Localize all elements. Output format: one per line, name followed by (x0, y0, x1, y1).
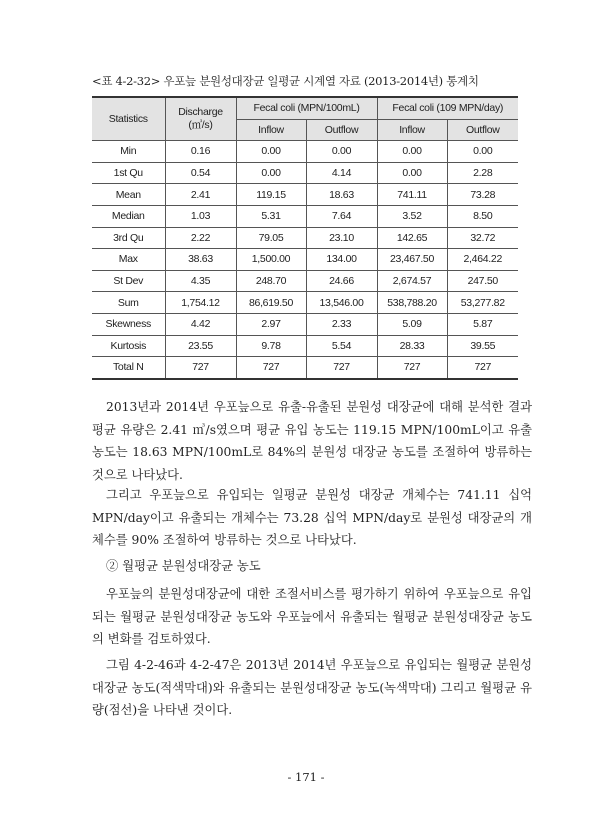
paragraph-4-text: 그림 4-2-46과 4-2-47은 2013년 2014년 우포늪으로 유입되는 월평균 분원성대장균 농도(적색막대)와 유출되는 분원성대장균 농도(녹색막대) 그리고 월평균 유량(점선)을 나타낸 것이다. (92, 658, 532, 717)
cell-outflow-concentration: 13,546.00 (306, 292, 377, 314)
cell-inflow-load: 23,467.50 (377, 249, 447, 271)
cell-outflow-concentration: 18.63 (306, 184, 377, 206)
cell-inflow-load: 142.65 (377, 227, 447, 249)
table-row (92, 227, 518, 249)
cell-inflow-load: 0.00 (377, 141, 447, 163)
header-discharge (165, 97, 236, 141)
cell-inflow-concentration: 9.78 (236, 335, 306, 357)
header-fecal-concentration: Fecal coli (MPN/100mL) (236, 97, 377, 119)
cell-discharge: 23.55 (165, 335, 236, 357)
cell-outflow-concentration: 24.66 (306, 270, 377, 292)
cell-outflow-concentration: 2.33 (306, 313, 377, 335)
cell-outflow-load: 0.00 (447, 141, 518, 163)
header-outflow-load: Outflow (447, 119, 518, 141)
cell-discharge: 1,754.12 (165, 292, 236, 314)
cell-inflow-concentration: 86,619.50 (236, 292, 306, 314)
paragraph-3 (92, 583, 532, 651)
paragraph-2-text: 그리고 우포늪으로 유입되는 일평균 분원성 대장균 개체수는 741.11 십억 MPN/day이고 유출되는 개체수는 73.28 십억 MPN/day로 분원성 대장균의 개체수를 90% 조절하여 방류하는 것으로 나타났다. (92, 488, 532, 547)
table-row (92, 205, 518, 227)
table-caption: <표 4-2-32> 우포늪 분원성대장균 일평균 시계열 자료 (2013-2014년) 통계치 (92, 74, 479, 88)
paragraph-1 (92, 396, 532, 486)
cell-discharge: 2.41 (165, 184, 236, 206)
table-row (92, 357, 518, 379)
cell-outflow-load: 8.50 (447, 205, 518, 227)
cell-outflow-concentration: 4.14 (306, 162, 377, 184)
header-inflow-concentration: Inflow (236, 119, 306, 141)
paragraph-4 (92, 654, 532, 722)
table-row (92, 335, 518, 357)
cell-inflow-load: 28.33 (377, 335, 447, 357)
row-label: 1st Qu (92, 162, 165, 184)
cell-inflow-load: 2,674.57 (377, 270, 447, 292)
cell-inflow-concentration: 79.05 (236, 227, 306, 249)
cell-outflow-load: 5.87 (447, 313, 518, 335)
cell-discharge: 0.54 (165, 162, 236, 184)
section-subheading: ② 월평균 분원성대장균 농도 (106, 559, 261, 573)
table-row (92, 141, 518, 163)
row-label: Skewness (92, 313, 165, 335)
cell-outflow-concentration: 5.54 (306, 335, 377, 357)
cell-outflow-load: 2.28 (447, 162, 518, 184)
row-label: Median (92, 205, 165, 227)
page-number: - 171 - (287, 770, 325, 784)
cell-inflow-load: 3.52 (377, 205, 447, 227)
cell-discharge: 38.63 (165, 249, 236, 271)
cell-outflow-load: 39.55 (447, 335, 518, 357)
header-inflow-load: Inflow (377, 119, 447, 141)
header-outflow-concentration: Outflow (306, 119, 377, 141)
cell-inflow-load: 727 (377, 357, 447, 379)
header-fecal-load: Fecal coli (109 MPN/day) (377, 97, 518, 119)
cell-discharge: 0.16 (165, 141, 236, 163)
row-label: St Dev (92, 270, 165, 292)
row-label: 3rd Qu (92, 227, 165, 249)
cell-inflow-concentration: 0.00 (236, 162, 306, 184)
cell-inflow-load: 5.09 (377, 313, 447, 335)
paragraph-1-text: 2013년과 2014년 우포늪으로 유출-유출된 분원성 대장균에 대해 분석한 결과 평균 유량은 2.41 ㎥/s였으며 평균 유입 농도는 119.15 MPN/100mL이고 유출 농도는 18.63 MPN/100mL로 84%의 분원성 대장균 농도를 조절하여 방류하는 것으로 나타났다. (92, 400, 532, 482)
cell-inflow-concentration: 1,500.00 (236, 249, 306, 271)
paragraph-3-text: 우포늪의 분원성대장균에 대한 조절서비스를 평가하기 위하여 우포늪으로 유입되는 월평균 분원성대장균 농도와 우포늪에서 유출되는 월평균 분원성대장균 농도의 변화를 검토하였다. (92, 587, 532, 646)
row-label: Min (92, 141, 165, 163)
cell-outflow-load: 2,464.22 (447, 249, 518, 271)
cell-discharge: 727 (165, 357, 236, 379)
cell-outflow-concentration: 0.00 (306, 141, 377, 163)
cell-inflow-load: 0.00 (377, 162, 447, 184)
cell-inflow-concentration: 0.00 (236, 141, 306, 163)
cell-inflow-concentration: 2.97 (236, 313, 306, 335)
cell-outflow-load: 53,277.82 (447, 292, 518, 314)
statistics-table (92, 96, 518, 380)
paragraph-2 (92, 484, 532, 552)
cell-outflow-load: 247.50 (447, 270, 518, 292)
cell-discharge: 4.42 (165, 313, 236, 335)
cell-inflow-concentration: 248.70 (236, 270, 306, 292)
cell-outflow-load: 73.28 (447, 184, 518, 206)
cell-inflow-concentration: 5.31 (236, 205, 306, 227)
cell-outflow-load: 32.72 (447, 227, 518, 249)
table-row (92, 249, 518, 271)
cell-discharge: 4.35 (165, 270, 236, 292)
header-statistics: Statistics (92, 97, 165, 141)
cell-outflow-concentration: 134.00 (306, 249, 377, 271)
table-row (92, 313, 518, 335)
cell-outflow-concentration: 7.64 (306, 205, 377, 227)
cell-inflow-concentration: 727 (236, 357, 306, 379)
cell-inflow-load: 741.11 (377, 184, 447, 206)
row-label: Sum (92, 292, 165, 314)
row-label: Total N (92, 357, 165, 379)
row-label: Max (92, 249, 165, 271)
header-discharge-label: Discharge (178, 106, 223, 119)
row-label: Mean (92, 184, 165, 206)
row-label: Kurtosis (92, 335, 165, 357)
table-row (92, 292, 518, 314)
cell-outflow-concentration: 23.10 (306, 227, 377, 249)
cell-discharge: 2.22 (165, 227, 236, 249)
cell-outflow-concentration: 727 (306, 357, 377, 379)
cell-discharge: 1.03 (165, 205, 236, 227)
table-row (92, 184, 518, 206)
cell-inflow-concentration: 119.15 (236, 184, 306, 206)
cell-outflow-load: 727 (447, 357, 518, 379)
header-discharge-unit: (㎥/s) (188, 119, 213, 132)
table-row (92, 162, 518, 184)
table-row (92, 270, 518, 292)
cell-inflow-load: 538,788.20 (377, 292, 447, 314)
